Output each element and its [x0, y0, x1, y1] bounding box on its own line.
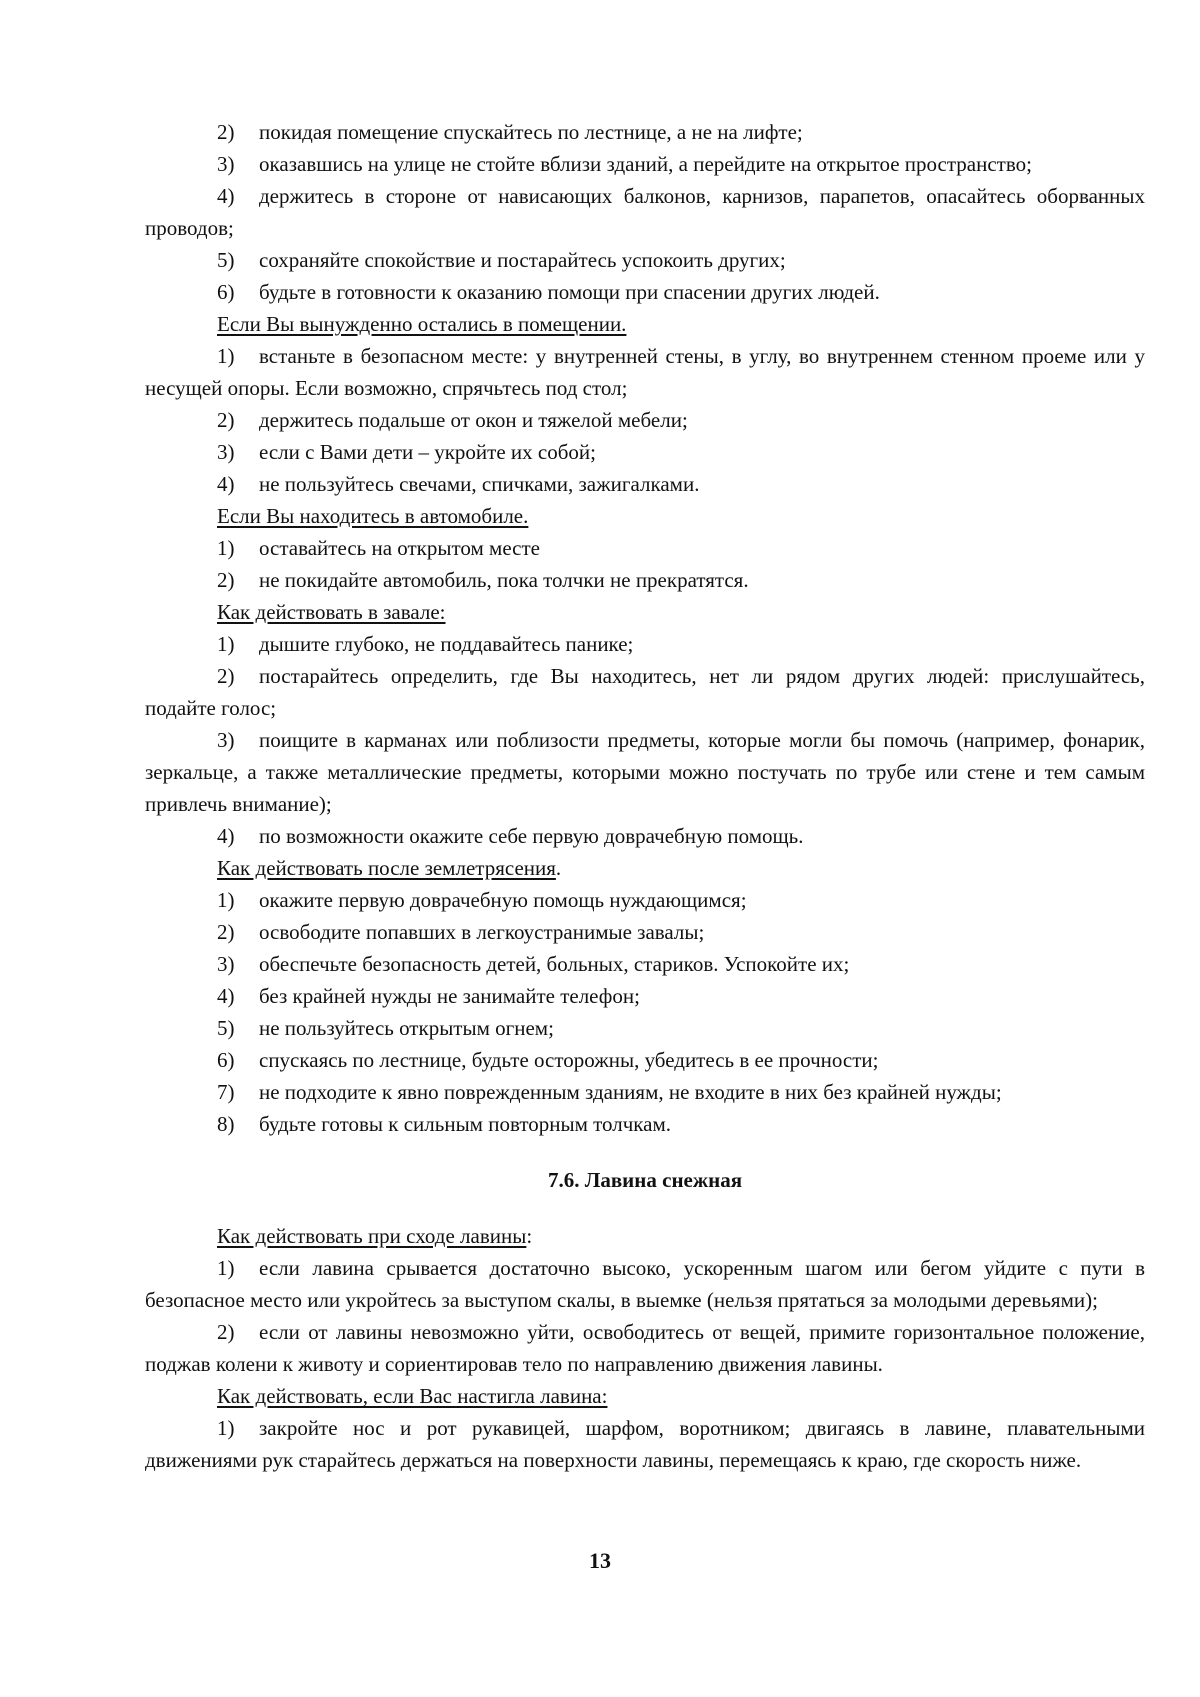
list-item: 8) будьте готовы к сильным повторным толчкам.: [217, 1112, 672, 1136]
list-item: 6) будьте в готовности к оказанию помощи при спасении других людей.: [217, 280, 880, 304]
list-item: 3) обеспечьте безопасность детей, больных, стариков. Успокойте их;: [217, 952, 850, 976]
list-item: 1) оставайтесь на открытом месте: [217, 536, 540, 560]
list-block-3: [145, 532, 1145, 596]
list-item: 2) освободите попавших в легкоустранимые завалы;: [217, 920, 705, 944]
subheading-avalanche: Как действовать при сходе лавины:: [217, 1224, 533, 1248]
list-item: 2) не покидайте автомобиль, пока толчки не прекратятся.: [217, 568, 749, 592]
list-block-7: [145, 1412, 1145, 1476]
subheading-caught: Как действовать, если Вас настигла лавина:: [217, 1384, 608, 1408]
list-item: 3) поищите в карманах или поблизости предметы, которые могли бы помочь (например, фонарик, зеркальце, а также металлические предметы, которыми можно постучать по трубе или стене и тем самым привлечь внимание);: [145, 728, 1145, 816]
page-number: 13: [589, 1548, 611, 1573]
list-block-1: [145, 116, 1145, 308]
list-item: 1) встаньте в безопасном месте: у внутренней стены, в углу, во внутреннем стенном проеме или у несущей опоры. Если возможно, спрячьтесь под стол;: [145, 344, 1145, 400]
list-block-2: [145, 340, 1145, 500]
list-item: 5) сохраняйте спокойствие и постарайтесь успокоить других;: [217, 248, 786, 272]
subheading-car: Если Вы находитесь в автомобиле.: [217, 504, 529, 528]
list-item: 2) покидая помещение спускайтесь по лестнице, а не на лифте;: [217, 120, 803, 144]
list-item: 1) закройте нос и рот рукавицей, шарфом, воротником; двигаясь в лавине, плавательными движениями рук старайтесь держаться на поверхности лавины, перемещаясь к краю, где скорость ниже.: [145, 1416, 1145, 1472]
list-item: 4) по возможности окажите себе первую доврачебную помощь.: [217, 824, 804, 848]
list-item: 3) если с Вами дети – укройте их собой;: [217, 440, 596, 464]
document-page: [145, 116, 1145, 1476]
list-item: 2) постарайтесь определить, где Вы находитесь, нет ли рядом других людей: прислушайтесь, подайте голос;: [145, 664, 1145, 720]
list-item: 5) не пользуйтесь открытым огнем;: [217, 1016, 554, 1040]
section-heading: 7.6. Лавина снежная: [547, 1168, 743, 1192]
list-item: 4) без крайней нужды не занимайте телефон;: [217, 984, 640, 1008]
list-item: 1) окажите первую доврачебную помощь нуждающимся;: [217, 888, 747, 912]
list-item: 3) оказавшись на улице не стойте вблизи зданий, а перейдите на открытое пространство;: [217, 152, 1032, 176]
list-item: 7) не подходите к явно поврежденным зданиям, не входите в них без крайней нужды;: [217, 1080, 1002, 1104]
list-item: 1) дышите глубоко, не поддавайтесь панике;: [217, 632, 634, 656]
list-item: 4) держитесь в стороне от нависающих балконов, карнизов, парапетов, опасайтесь оборванных проводов;: [145, 184, 1145, 240]
list-item: 4) не пользуйтесь свечами, спичками, зажигалками.: [217, 472, 700, 496]
list-item: 2) держитесь подальше от окон и тяжелой мебели;: [217, 408, 688, 432]
subheading-after: Как действовать после землетрясения.: [217, 856, 562, 880]
list-item: 1) если лавина срывается достаточно высоко, ускоренным шагом или бегом уйдите с пути в безопасное место или укройтесь за выступом скалы, в выемке (нельзя прятаться за молодыми деревьями);: [145, 1256, 1145, 1312]
subheading-rubble: Как действовать в завале:: [217, 600, 446, 624]
list-block-4: [145, 628, 1145, 852]
list-item: 2) если от лавины невозможно уйти, освободитесь от вещей, примите горизонтальное положение, поджав колени к животу и сориентировав тело по направлению движения лавины.: [145, 1320, 1145, 1376]
list-block-6: [145, 1252, 1145, 1380]
subheading-indoors: Если Вы вынужденно остались в помещении.: [217, 312, 627, 336]
list-block-5: [145, 884, 1145, 1140]
list-item: 6) спускаясь по лестнице, будьте осторожны, убедитесь в ее прочности;: [217, 1048, 879, 1072]
